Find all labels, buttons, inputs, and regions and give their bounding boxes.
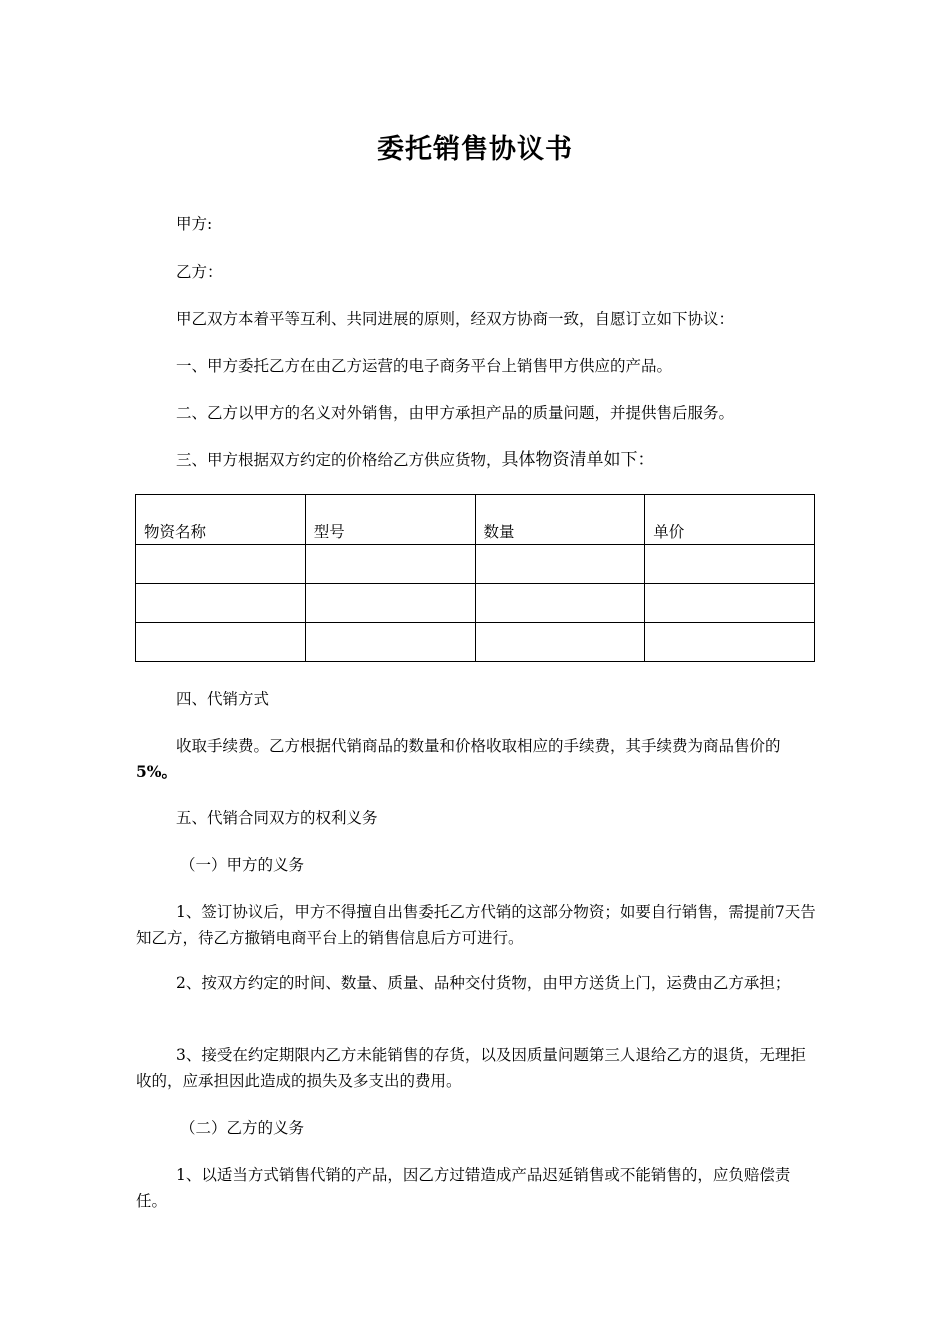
table-row <box>136 623 815 662</box>
party-b-duty-1: 1、以适当方式销售代销的产品，因乙方过错造成产品迟延销售或不能销售的，应负赔偿责任。 <box>136 1166 791 1210</box>
party-a-duties-heading: （一）甲方的义务 <box>180 856 305 874</box>
clause-1: 一、甲方委托乙方在由乙方运营的电子商务平台上销售甲方供应的产品。 <box>176 357 673 375</box>
party-b-label: 乙方： <box>176 263 223 281</box>
table-cell <box>305 623 475 662</box>
clause-2: 二、乙方以甲方的名义对外销售，由甲方承担产品的质量问题，并提供售后服务。 <box>176 404 735 422</box>
clause-3-list-intro: 具体物资清单如下： <box>501 450 655 470</box>
table-cell <box>475 584 645 623</box>
fee-rate: 5%。 <box>136 762 178 781</box>
party-a-label: 甲方: <box>176 215 213 233</box>
table-cell <box>475 623 645 662</box>
section-5-heading: 五、代销合同双方的权利义务 <box>176 809 378 827</box>
header-unit-price: 单价 <box>645 495 815 545</box>
party-a-duty-3: 3、接受在约定期限内乙方未能销售的存货，以及因质量问题第三人退给乙方的退货，无理拒收的，应承担因此造成的损失及多支出的费用。 <box>136 1046 806 1090</box>
table-row <box>136 545 815 584</box>
table-cell <box>305 545 475 584</box>
clause-3-text: 三、甲方根据双方约定的价格给乙方供应货物， <box>176 451 502 469</box>
table-header-row <box>136 495 815 545</box>
table-row <box>136 584 815 623</box>
table-cell <box>475 545 645 584</box>
party-b-duties-heading: （二）乙方的义务 <box>180 1119 305 1137</box>
header-item-name: 物资名称 <box>136 495 306 545</box>
table-cell <box>136 545 306 584</box>
party-a-duty-1: 1、签订协议后，甲方不得擅自出售委托乙方代销的这部分物资；如要自行销售，需提前7天告知乙方，待乙方撤销电商平台上的销售信息后方可进行。 <box>136 903 816 947</box>
party-a-duty-2: 2、按双方约定的时间、数量、质量、品种交付货物，由甲方送货上门，运费由乙方承担； <box>176 974 791 992</box>
clause-3 <box>176 447 655 473</box>
table-cell <box>136 584 306 623</box>
table-cell <box>645 623 815 662</box>
header-quantity: 数量 <box>475 495 645 545</box>
section-4-paragraph <box>136 733 816 785</box>
inventory-table <box>135 494 815 662</box>
document-title: 委托销售协议书 <box>377 134 573 165</box>
table-cell <box>305 584 475 623</box>
intro-paragraph: 甲乙双方本着平等互利、共同进展的原则，经双方协商一致，自愿订立如下协议： <box>176 310 735 328</box>
section-4-heading: 四、代销方式 <box>176 690 270 708</box>
table-cell <box>645 584 815 623</box>
table-cell <box>645 545 815 584</box>
header-model: 型号 <box>305 495 475 545</box>
section-4-text: 收取手续费。乙方根据代销商品的数量和价格收取相应的手续费，其手续费为商品售价的 <box>176 737 781 755</box>
table-cell <box>136 623 306 662</box>
